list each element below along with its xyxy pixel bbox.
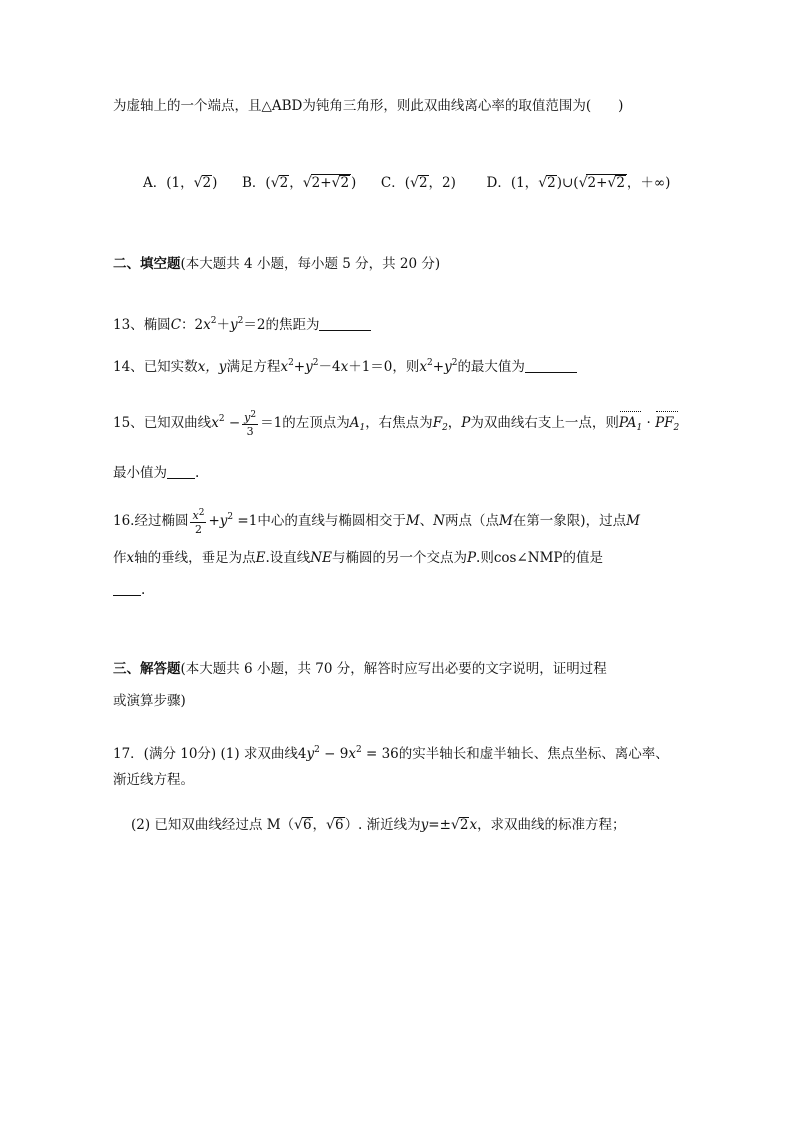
question-15-line-2: 最小值为 . [113, 465, 200, 481]
q16-text-2: 、 [419, 513, 434, 529]
q17-part2-prefix: (2) 已知双曲线经过点 M（ [131, 817, 295, 833]
q16-cos: cos∠NMP [493, 550, 563, 566]
q16-m: M [405, 513, 420, 529]
question-17-line-2 [113, 770, 194, 790]
q13-answer-blank[interactable] [319, 316, 371, 331]
question-12-options [143, 173, 670, 193]
question-17-part-2: (2) 已知双曲线经过点 M（√6，√6）. 渐近线为y=±√2x，求双曲线的标准方程； [131, 817, 626, 833]
q16-text-4: 在第一象限)，过点 [512, 513, 627, 529]
q16-n: N [433, 513, 445, 529]
q16-equation: $\frac{x^2}{2}$ $+y^2 =1$ [192, 508, 258, 536]
q16-line2-4: 与椭圆的另一个交点为 [331, 550, 467, 566]
q16-p: P [466, 550, 477, 566]
q15-equation: $x^2$ − $\frac{y^2}{3}$ ＝1 [211, 410, 283, 438]
q15-text-1: 的左顶点为 [282, 415, 350, 431]
q15-f2: $F_2$ [432, 415, 448, 433]
q13-number: 13、 [113, 317, 144, 333]
q16-ne: NE [310, 550, 332, 566]
q12-option-b: B．(√2，√2+√2 ) [242, 175, 357, 191]
q15-answer-blank[interactable] [167, 464, 195, 479]
section-3-title: 三、解答题 [113, 661, 181, 677]
q16-line3: . [141, 582, 146, 598]
q16-e: E [255, 550, 266, 566]
question-15 [113, 409, 679, 438]
q14-text-mid: 满足方程 [226, 359, 281, 375]
q14-text-before: 已知实数 [143, 359, 198, 375]
q13-text-before: 椭圆 [143, 317, 171, 333]
q15-text-before: 已知双曲线 [143, 415, 212, 431]
q12-option-c: C．(√2，2) [380, 175, 456, 191]
q12-text: 为虚轴上的一个端点，且△ABD为钝角三角形，则此双曲线离心率的取值范围为( ) [113, 98, 624, 114]
q17-equation: $4y^2 - 9x^2 = 36$ [297, 745, 399, 762]
q16-line2-3: .设直线 [265, 550, 311, 566]
q16-text-before: 经过椭圆 [134, 513, 189, 529]
question-16 [113, 507, 640, 536]
q14-vars: x，y [197, 359, 227, 375]
section-3-heading [113, 659, 607, 679]
question-13 [113, 311, 371, 335]
q13-curve: C [170, 317, 182, 333]
section-3-note-line1: (本大题共 6 小题，共 70 分，解答时应写出必要的文字说明，证明过程 [180, 661, 607, 677]
question-16-line-2 [113, 548, 603, 568]
q16-text-1: 中心的直线与椭圆相交于 [257, 513, 406, 529]
q15-a1: $A_1$ [349, 415, 366, 433]
question-16-line-3 [113, 580, 145, 600]
q15-vector-expr: $PA_1 \cdot PF_2$ [619, 415, 679, 431]
q16-m3: M [626, 513, 640, 529]
q16-m2: M [498, 513, 513, 529]
question-17 [113, 740, 669, 764]
q17-part2-mid: ， [312, 817, 327, 833]
q12-option-a: A．(1，√2) [143, 175, 218, 191]
q15-text-4: 为双曲线右支上一点，则 [470, 415, 619, 431]
q17-part2-suffix: ，求双曲线的标准方程； [477, 817, 626, 833]
q17-asymptote: y=±√2x [420, 817, 478, 833]
q15-text-2: ，右焦点为 [365, 415, 433, 431]
q16-text-3: 两点（点 [444, 513, 499, 529]
q14-number: 14、 [113, 359, 144, 375]
q16-line2-1: 作 [113, 550, 127, 566]
q17-line1-suffix: 的实半轴长和虚半轴长、焦点坐标、离心率、 [398, 746, 669, 762]
q15-number: 15、 [113, 415, 144, 431]
q16-line2-5: .则 [476, 550, 494, 566]
q16-x: x [126, 550, 135, 566]
q12-option-d: D．(1，√2)∪(√2+√2 ，＋∞) [486, 175, 671, 191]
question-14 [113, 353, 577, 377]
section-2-title: 二、填空题 [113, 256, 181, 272]
question-12-continuation [113, 96, 623, 116]
q16-number: 16. [113, 513, 135, 529]
section-3-note-line2: 或演算步骤) [113, 693, 186, 709]
q17-part2-after-point: ）. 渐近线为 [344, 817, 421, 833]
q13-text-after: 的焦距为 [265, 317, 320, 333]
q15-p: P [461, 415, 471, 431]
q14-answer-blank[interactable] [525, 358, 577, 373]
q14-expr: $x^2+y^2$ [419, 358, 458, 375]
q15-line2: 最小值为 [113, 465, 167, 481]
q14-equation: $x^2+y^2-4x+1=0$ [280, 358, 393, 375]
q14-text-mid2: ，则 [392, 359, 420, 375]
q16-line2-6: 的值是 [562, 550, 603, 566]
q13-equation: ：$2x^2+y^2=2$ [181, 316, 266, 333]
section-2-heading [113, 254, 440, 274]
q14-text-after: 的最大值为 [457, 359, 525, 375]
q17-line2: 渐近线方程。 [113, 772, 194, 788]
q17-line1-prefix: 17．(满分 10分) (1) 求双曲线 [113, 746, 298, 762]
q16-line2-2: 轴的垂线，垂足为点 [134, 550, 256, 566]
section-3-heading-line-2 [113, 691, 186, 711]
section-2-note: (本大题共 4 小题，每小题 5 分，共 20 分) [180, 256, 441, 272]
q15-text-3: ， [447, 415, 462, 431]
q16-answer-blank[interactable] [113, 581, 141, 596]
